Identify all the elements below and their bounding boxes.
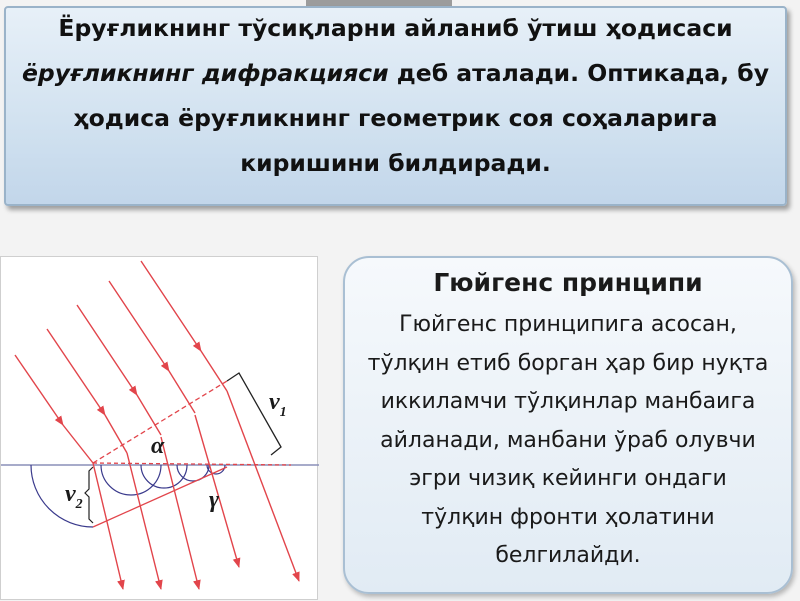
card-line-6: тўлқин фронти ҳолатини — [421, 504, 715, 530]
ray-cont-4 — [169, 371, 195, 413]
refracted-rays — [93, 391, 299, 589]
refracted-ray-1 — [93, 463, 123, 589]
label-gamma: γ — [209, 487, 219, 513]
v2-brace — [85, 467, 93, 523]
card-line-7: белгилайди. — [495, 543, 641, 568]
incident-ray-5 — [141, 261, 201, 351]
refracted-ray-5 — [227, 391, 299, 581]
definition-line-2-rest: деб аталади. Оптикада, бу — [388, 59, 770, 87]
definition-line-1: Ёруғликнинг тўсиқларни айланиб ўтиш ҳодисаси — [58, 14, 733, 42]
huygens-diagram — [0, 256, 318, 600]
card-line-1: Гюйгенс принципига асосан, — [399, 312, 737, 337]
refracted-ray-3 — [161, 437, 199, 589]
card-body — [345, 306, 791, 576]
label-v1-sub: 1 — [279, 405, 287, 420]
incident-rays — [15, 261, 201, 425]
ray-cont-5 — [201, 351, 227, 391]
label-v2-sub: 2 — [75, 497, 83, 512]
definition-line-4: киришини билдиради. — [240, 149, 551, 177]
card-line-3: иккиламчи тўлқинлар манбаига — [380, 389, 756, 414]
wavefront-lines — [93, 381, 291, 527]
definition-line-3: ҳодиса ёруғликнинг геометрик соя соҳаларига — [73, 104, 718, 132]
card-line-4: айланади, манбани ўраб олувчи — [380, 427, 756, 453]
card-line-5: эгри чизиқ кейинги ондаги — [409, 466, 727, 491]
wavelet-arc-4 — [177, 465, 209, 481]
ray-continuations — [63, 351, 227, 463]
ray-cont-2 — [105, 415, 127, 453]
refracted-ray-2 — [127, 453, 161, 589]
wavelet-arcs — [31, 465, 225, 527]
incident-ray-1 — [15, 355, 63, 425]
label-v1: $v_1$ — [269, 389, 287, 420]
incident-ray-4 — [109, 281, 169, 371]
card-title: Гюйгенс принципи — [433, 268, 703, 297]
card-line-2: тўлқин етиб борган ҳар бир нуқта — [367, 350, 769, 376]
diffraction-term: ёруғликнинг дифракцияси — [21, 59, 389, 87]
definition-text — [6, 6, 785, 186]
definition-box — [4, 6, 787, 206]
definition-line-2 — [6, 51, 785, 96]
incident-ray-3 — [77, 305, 137, 395]
diagram-svg — [1, 257, 319, 601]
label-v2: $v_2$ — [65, 481, 83, 512]
label-alpha: α — [151, 433, 165, 459]
huygens-card — [343, 256, 793, 594]
wavelet-arc-3 — [141, 465, 187, 488]
wavelet-arc-1 — [31, 465, 93, 527]
refracted-wavefront — [93, 467, 227, 527]
incident-ray-2 — [47, 329, 105, 415]
ray-cont-1 — [63, 425, 93, 463]
